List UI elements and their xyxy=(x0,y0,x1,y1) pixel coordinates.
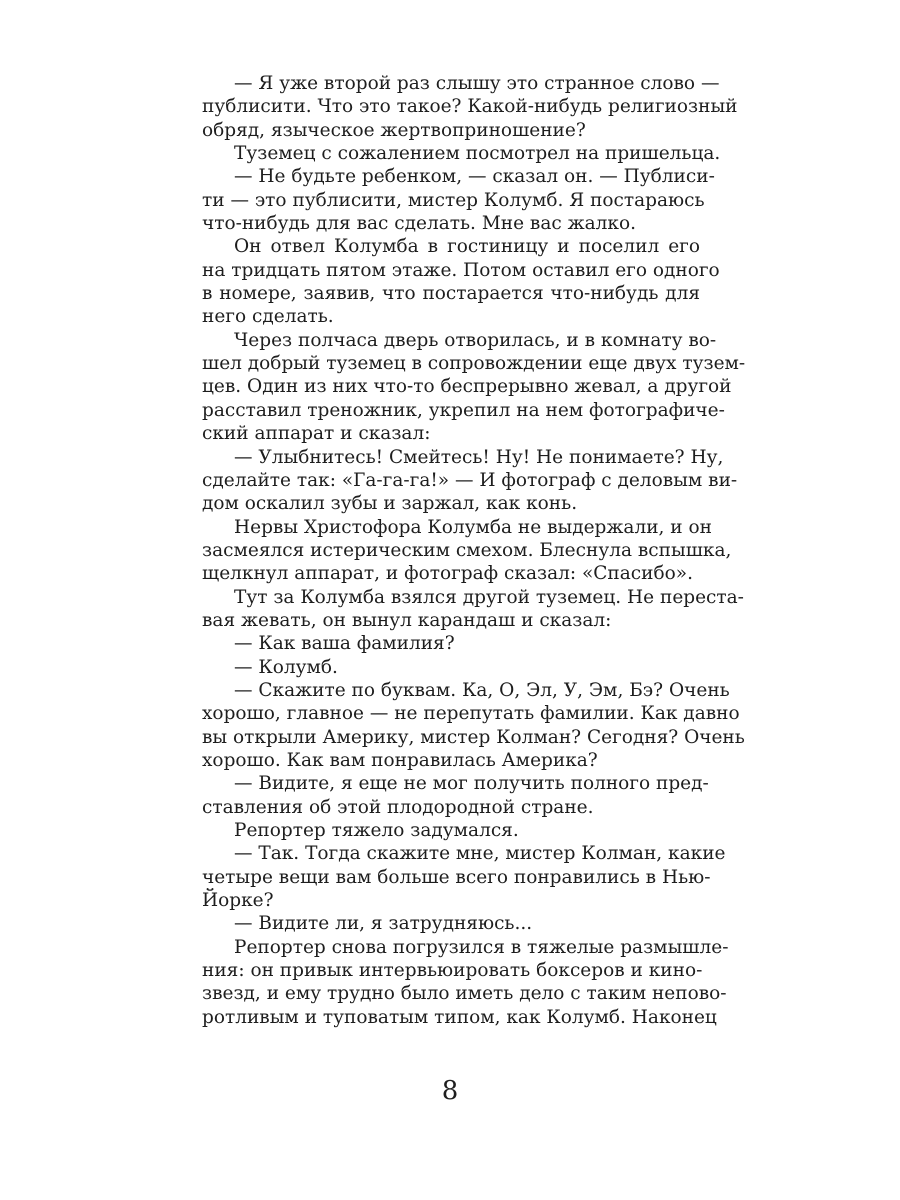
text-line: шел добрый туземец в сопровождении еще двух тузем- xyxy=(202,353,746,375)
text-line: сделайте так: «Га-га-га!» — И фотограф с деловым ви- xyxy=(202,469,738,491)
text-line: публисити. Что это такое? Какой-нибудь религиозный xyxy=(202,96,738,118)
text-line: ния: он привык интервьюировать боксеров и кино- xyxy=(202,960,703,982)
text-line: ставления об этой плодородной стране. xyxy=(202,796,594,818)
text-line: Он отвел Колумба в гостиницу и поселил его xyxy=(234,236,700,258)
text-line: Нервы Христофора Колумба не выдержали, и он xyxy=(234,516,712,538)
text-line: засмеялся истерическим смехом. Блеснула вспышка, xyxy=(202,539,732,561)
text-line: на тридцать пятом этаже. Потом оставил его одного xyxy=(202,259,720,281)
text-line: — Как ваша фамилия? xyxy=(234,633,455,655)
page-number: 8 xyxy=(441,1076,459,1106)
text-line: дом оскалил зубы и заржал, как конь. xyxy=(202,493,578,515)
text-line: в номере, заявив, что постарается что-нибудь для xyxy=(202,283,700,305)
text-line: Репортер снова погрузился в тяжелые размышле- xyxy=(234,936,729,958)
text-line: ский аппарат и сказал: xyxy=(202,423,431,445)
text-line: — Скажите по буквам. Ка, О, Эл, У, Эм, Бэ? Очень xyxy=(234,679,730,701)
text-line: него сделать. xyxy=(202,306,334,328)
text-line: — Колумб. xyxy=(234,656,338,678)
text-line: что-нибудь для вас сделать. Мне вас жалко. xyxy=(202,213,636,235)
text-line: Тут за Колумба взялся другой туземец. Не переста- xyxy=(234,586,744,608)
text-line: Через полчаса дверь отворилась, и в комнату во- xyxy=(234,329,717,351)
text-line: вая жевать, он вынул карандаш и сказал: xyxy=(202,609,612,631)
text-line: ротливым и туповатым типом, как Колумб. Наконец xyxy=(202,1006,717,1028)
text-line: Репортер тяжело задумался. xyxy=(234,820,519,841)
text-line: Йорке? xyxy=(202,890,274,912)
text-line: хорошо. Как вам понравилась Америка? xyxy=(202,749,598,771)
text-line: — Улыбнитесь! Смейтесь! Ну! Не понимаете? Ну, xyxy=(234,446,724,468)
text-line: — Не будьте ребенком, — сказал он. — Публиси- xyxy=(234,166,715,188)
text-line: цев. Один из них что-то беспрерывно жевал, а другой xyxy=(202,376,732,398)
text-line: вы открыли Америку, мистер Колман? Сегодня? Очень xyxy=(202,726,745,748)
text-line: — Я уже второй раз слышу это странное слово — xyxy=(234,73,720,94)
text-line: — Так. Тогда скажите мне, мистер Колман, какие xyxy=(234,843,726,865)
text-line: обряд, языческое жертвоприношение? xyxy=(202,119,586,141)
text-line: Туземец с сожалением посмотрел на пришельца. xyxy=(234,143,721,165)
text-line: расставил треножник, укрепил на нем фотографиче- xyxy=(202,399,725,421)
text-line: звезд, и ему трудно было иметь дело с таким непово- xyxy=(202,983,727,1005)
text-line: — Видите, я еще не мог получить полного пред- xyxy=(234,773,709,795)
body-text xyxy=(202,72,746,1029)
text-line: хорошо, главное — не перепутать фамилии. Как давно xyxy=(202,703,740,725)
text-line: четыре вещи вам больше всего понравились в Нью- xyxy=(202,866,711,888)
text-line: — Видите ли, я затрудняюсь... xyxy=(234,913,533,935)
text-line: ти — это публисити, мистер Колумб. Я постараюсь xyxy=(202,189,705,211)
text-line: щелкнул аппарат, и фотограф сказал: «Спасибо». xyxy=(202,563,693,585)
